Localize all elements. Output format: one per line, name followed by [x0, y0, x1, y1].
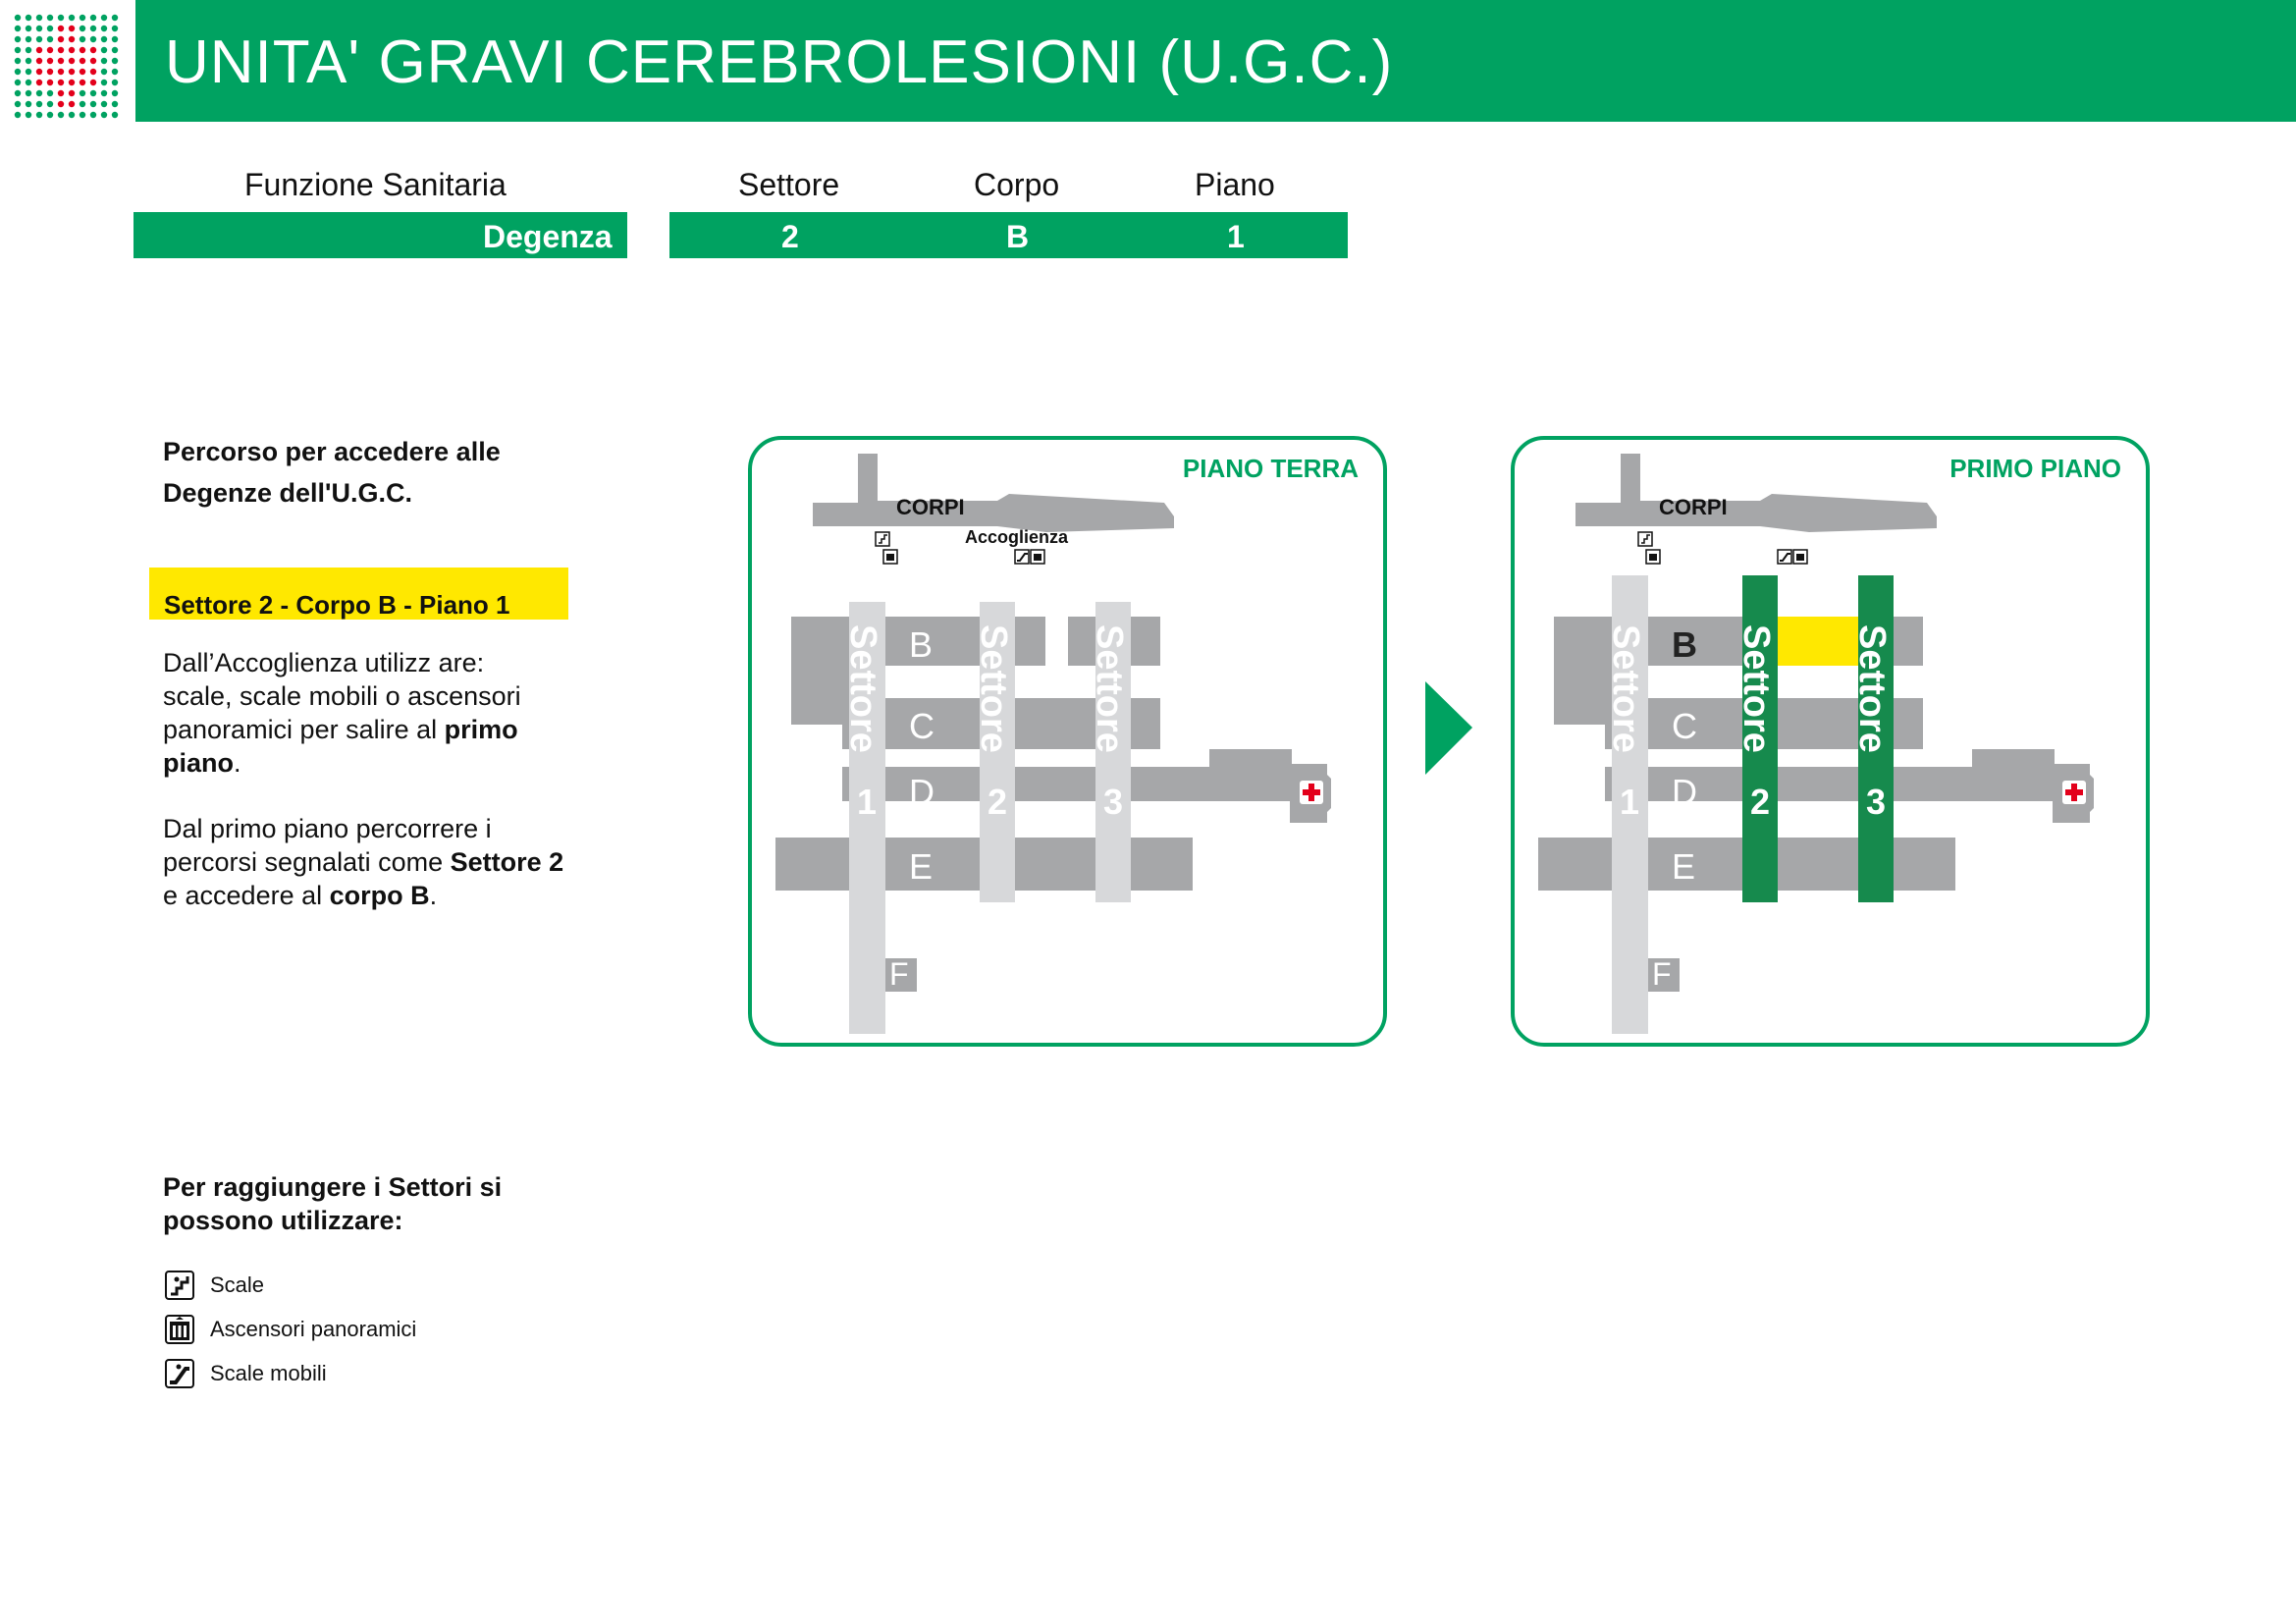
logo-dot — [101, 101, 107, 107]
sector-1-label: Settore — [842, 624, 883, 753]
legend-item-elevator — [165, 1313, 416, 1346]
logo-dot — [101, 112, 107, 118]
logo-dot — [80, 58, 85, 64]
accoglienza-label: Accoglienza — [965, 527, 1069, 547]
logo-dot — [101, 90, 107, 96]
map-title: PRIMO PIANO — [1949, 454, 2121, 483]
body-label-b: B — [1672, 624, 1697, 665]
logo-dot — [47, 90, 53, 96]
instruction-text: . — [234, 748, 241, 778]
map-ground-floor — [748, 436, 1387, 1047]
body-a-shape — [813, 454, 1174, 532]
instruction-text: Dal primo piano percorrere i percorsi segnalati come — [163, 814, 492, 877]
logo-dot — [47, 15, 53, 21]
route-instructions — [163, 646, 585, 945]
logo-dot — [58, 58, 64, 64]
logo-dot — [90, 15, 96, 21]
logo-dot — [15, 80, 21, 85]
sector-2-number: 2 — [1750, 782, 1771, 822]
settore-value: 2 — [781, 219, 799, 254]
logo-dot — [47, 69, 53, 75]
logo-dot — [15, 101, 21, 107]
logo-dot — [58, 36, 64, 42]
logo-dot — [26, 58, 31, 64]
logo-dot — [58, 112, 64, 118]
panoramic-elevator-icon — [165, 1315, 194, 1344]
logo-dot — [101, 26, 107, 31]
hospital-logo — [0, 0, 135, 123]
logo-dot — [112, 15, 118, 21]
logo-dot — [36, 69, 42, 75]
logo-dot — [112, 69, 118, 75]
logo-dot — [80, 36, 85, 42]
instruction-text: . — [429, 881, 438, 910]
logo-dot — [80, 26, 85, 31]
location-highlight-text: Settore 2 - Corpo B - Piano 1 — [164, 590, 510, 620]
logo-dot — [15, 58, 21, 64]
logo-dot — [58, 69, 64, 75]
logo-dot — [47, 47, 53, 53]
logo-dot — [15, 36, 21, 42]
corpi-label: CORPI — [1659, 495, 1728, 519]
logo-dot — [112, 90, 118, 96]
logo-dot — [101, 15, 107, 21]
logo-dot — [112, 80, 118, 85]
map-title: PIANO TERRA — [1182, 454, 1359, 483]
logo-dot — [47, 101, 53, 107]
logo-dot — [15, 26, 21, 31]
logo-dot — [58, 101, 64, 107]
logo-dot — [15, 90, 21, 96]
logo-dot — [90, 36, 96, 42]
body-label-f: F — [1652, 956, 1672, 992]
logo-dot — [80, 80, 85, 85]
logo-dot — [26, 101, 31, 107]
logo-dot — [36, 26, 42, 31]
logo-dot — [69, 112, 75, 118]
logo-dot — [47, 112, 53, 118]
instruction-paragraph-1 — [163, 646, 585, 780]
logo-dot — [47, 58, 53, 64]
legend-label: Ascensori panoramici — [210, 1317, 417, 1341]
logo-dot — [101, 69, 107, 75]
sector-1-number: 1 — [1620, 782, 1640, 822]
logo-dot — [69, 58, 75, 64]
logo-dot — [36, 47, 42, 53]
sector-1-label: Settore — [1605, 624, 1646, 753]
settore-label: Settore — [738, 167, 840, 202]
logo-dot — [101, 47, 107, 53]
logo-dot — [101, 58, 107, 64]
sector-1-number: 1 — [857, 782, 878, 822]
logo-dot — [36, 36, 42, 42]
logo-dot — [112, 101, 118, 107]
logo-dot — [90, 101, 96, 107]
logo-dot — [80, 15, 85, 21]
logo-dot — [69, 69, 75, 75]
logo-dot — [15, 112, 21, 118]
body-label-d: D — [1672, 772, 1697, 812]
logo-dot — [36, 80, 42, 85]
funzione-label: Funzione Sanitaria — [244, 167, 507, 202]
logo-dot — [47, 36, 53, 42]
sector-3-label: Settore — [1089, 624, 1130, 753]
logo-dot — [80, 112, 85, 118]
piano-value: 1 — [1227, 219, 1245, 254]
legend-item-escalator — [165, 1357, 327, 1390]
sector-2-label: Settore — [1735, 624, 1777, 753]
body-label-d: D — [909, 772, 934, 812]
logo-dot — [58, 26, 64, 31]
corpi-label: CORPI — [896, 495, 965, 519]
logo-dot — [80, 69, 85, 75]
logo-dot — [36, 58, 42, 64]
logo-dot — [26, 90, 31, 96]
body-label-f: F — [889, 956, 909, 992]
logo-dot — [15, 69, 21, 75]
logo-dot — [69, 47, 75, 53]
sector-3-label: Settore — [1851, 624, 1893, 753]
instruction-bold: Settore 2 — [450, 847, 564, 877]
instruction-paragraph-2 — [163, 812, 585, 912]
logo-dot — [112, 26, 118, 31]
logo-dot — [69, 15, 75, 21]
body-a-shape — [1575, 454, 1937, 532]
logo-dot — [58, 90, 64, 96]
logo-dot — [69, 90, 75, 96]
route-title: Percorso per accedere alle Degenze dell'U.G.C. — [163, 437, 501, 508]
corpo-value: B — [1006, 219, 1030, 254]
logo-dot — [26, 112, 31, 118]
corpo-label: Corpo — [974, 167, 1060, 202]
body-label-b: B — [909, 624, 934, 665]
logo-dot — [69, 36, 75, 42]
legend-item-stairs — [165, 1269, 264, 1302]
legend-label: Scale — [210, 1272, 265, 1297]
logo-dot — [47, 80, 53, 85]
logo-dot — [101, 80, 107, 85]
logo-dot — [69, 80, 75, 85]
body-label-e: E — [909, 846, 934, 887]
logo-dot — [90, 112, 96, 118]
logo-dot — [90, 80, 96, 85]
logo-dot — [26, 80, 31, 85]
logo-dot — [80, 90, 85, 96]
logo-dot — [90, 90, 96, 96]
logo-dot — [90, 47, 96, 53]
logo-dot — [112, 47, 118, 53]
arrow-right-icon — [1425, 681, 1472, 775]
instruction-bold: primo piano — [163, 715, 518, 778]
logo-dot — [47, 26, 53, 31]
sector-3-number: 3 — [1103, 782, 1124, 822]
logo-dot — [69, 26, 75, 31]
logo-dot — [58, 47, 64, 53]
legend-label: Scale mobili — [210, 1361, 327, 1385]
logo-dot — [90, 58, 96, 64]
target-highlight — [1778, 617, 1858, 666]
logo-dot — [80, 47, 85, 53]
logo-dot — [15, 47, 21, 53]
escalator-icon — [165, 1359, 194, 1388]
logo-dot — [69, 101, 75, 107]
logo-dot — [36, 15, 42, 21]
logo-dot — [58, 15, 64, 21]
logo-dot — [26, 36, 31, 42]
logo-dot — [26, 15, 31, 21]
sector-3-number: 3 — [1866, 782, 1887, 822]
logo-dot — [26, 47, 31, 53]
logo-dot — [80, 101, 85, 107]
stairs-icon — [165, 1271, 194, 1300]
sector-2-number: 2 — [988, 782, 1008, 822]
legend-title: Per raggiungere i Settori si possono utilizzare: — [163, 1172, 503, 1235]
logo-dot — [101, 36, 107, 42]
logo-dot — [90, 26, 96, 31]
logo-dot — [90, 69, 96, 75]
logo-dot — [58, 80, 64, 85]
logo-dot — [112, 112, 118, 118]
logo-dot — [112, 36, 118, 42]
funzione-value: Degenza — [483, 219, 613, 254]
body-label-a: A — [907, 528, 933, 569]
piano-label: Piano — [1195, 167, 1275, 202]
logo-dot — [15, 15, 21, 21]
logo-dot — [36, 101, 42, 107]
instruction-bold: corpo B — [329, 881, 430, 910]
logo-dot — [112, 58, 118, 64]
instruction-text: e accedere al — [163, 881, 330, 910]
body-label-e: E — [1672, 846, 1696, 887]
instruction-text: Dall’Accoglienza utilizz are: — [163, 648, 485, 677]
logo-dot — [26, 69, 31, 75]
logo-dot — [36, 112, 42, 118]
instruction-text: scale, scale mobili o ascensori panoramici per salire al — [163, 681, 521, 744]
body-label-c: C — [909, 706, 934, 746]
sector-2-label: Settore — [973, 624, 1014, 753]
page-title: UNITA' GRAVI CEREBROLESIONI (U.G.C.) — [165, 28, 1394, 96]
map-first-floor — [1511, 436, 2150, 1047]
body-label-c: C — [1672, 706, 1697, 746]
logo-dot — [26, 26, 31, 31]
body-label-a: A — [1670, 528, 1695, 569]
logo-dot — [36, 90, 42, 96]
